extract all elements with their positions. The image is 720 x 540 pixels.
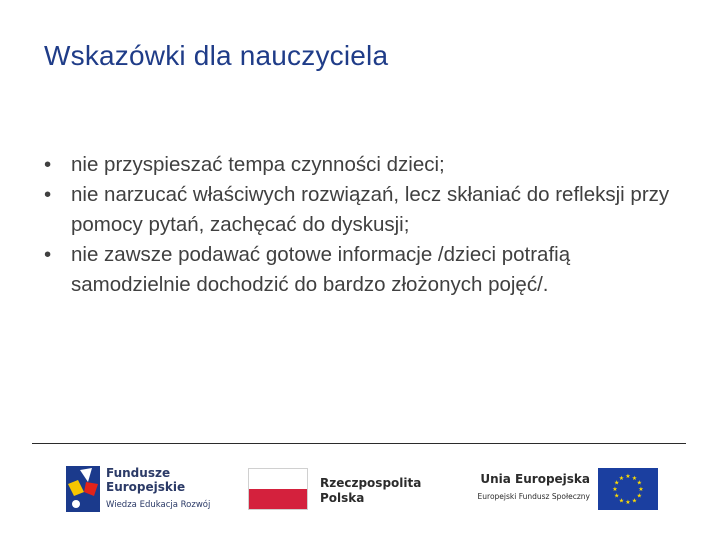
eu-star-icon: ★ [638, 486, 644, 494]
eu-star-icon: ★ [631, 497, 638, 505]
bullet-item: • nie zawsze podawać gotowe informacje /dzieci potrafią samodzielnie dochodzić do bardzo złożonych pojęć/. [44, 240, 694, 300]
rzeczpospolita-line1: Rzeczpospolita [320, 476, 422, 490]
bullet-item: • nie narzucać właściwych rozwiązań, lecz skłaniać do refleksji przy pomocy pytań, zachęcać do dyskusji; [44, 180, 694, 240]
polish-flag-icon [248, 468, 308, 510]
rzeczpospolita-polska-logo [248, 468, 448, 512]
eu-star-icon: ★ [612, 486, 618, 494]
fundusze-line2: Europejskie [106, 480, 186, 494]
eu-star-icon: ★ [625, 499, 631, 507]
eu-star-icon: ★ [636, 479, 642, 487]
fundusze-europejskie-logo-icon [64, 462, 102, 514]
eu-star-icon: ★ [631, 474, 638, 482]
eu-star-icon: ★ [618, 474, 625, 482]
bullet-item: • nie przyspieszać tempa czynności dzieci; [44, 150, 694, 180]
unia-line1: Unia Europejska [480, 472, 590, 486]
slide-title: Wskazówki dla nauczyciela [44, 40, 389, 71]
rzeczpospolita-line2: Polska [320, 491, 365, 505]
eu-flag-icon [598, 468, 658, 510]
fundusze-line3: Wiedza Edukacja Rozwój [106, 500, 211, 510]
eu-star-icon: ★ [618, 497, 625, 505]
footer-divider [32, 443, 686, 444]
unia-line2: Europejski Fundusz Społeczny [477, 492, 590, 501]
bullet-list [44, 150, 694, 300]
eu-star-icon: ★ [614, 492, 620, 500]
unia-europejska-logo [458, 468, 662, 512]
eu-star-icon: ★ [614, 479, 620, 487]
fundusze-line1: Fundusze [106, 466, 171, 480]
eu-star-icon: ★ [625, 473, 631, 481]
fundusze-europejskie-logo [64, 462, 224, 516]
eu-star-icon: ★ [636, 492, 642, 500]
